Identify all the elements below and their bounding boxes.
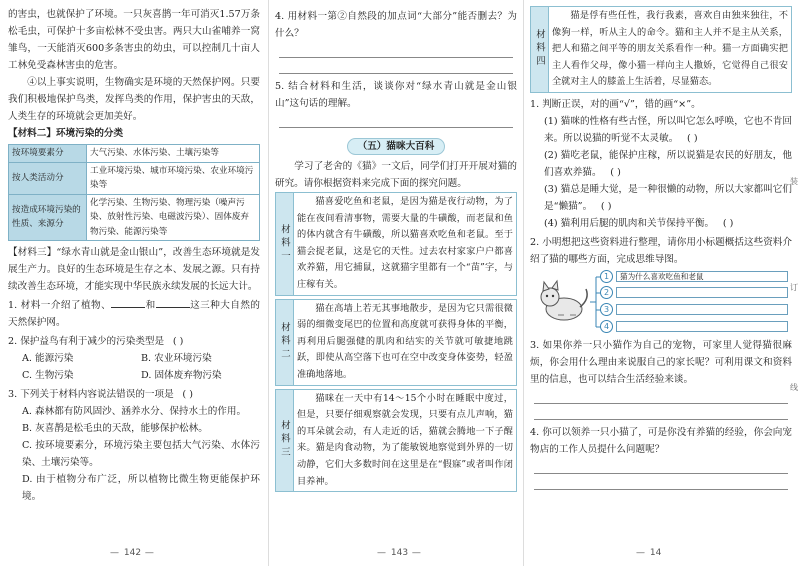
binding-mark: 订 <box>790 283 798 292</box>
table-key: 按造成环境污染的性质、来源分 <box>9 194 87 241</box>
question-4: 4. 用材料一第②自然段的加点词“大部分”能否删去？为什么？ <box>275 11 517 39</box>
q3-answer-line[interactable] <box>534 388 788 404</box>
page-number-value: 142 <box>123 548 142 558</box>
material-3-box <box>275 389 517 493</box>
q3-option-d[interactable]: D. 由于植物分布广泛，所以植物比微生物更能保护环境。 <box>22 474 260 502</box>
q2-option-c[interactable]: C. 生物污染 <box>22 370 74 381</box>
material-1-text: 猫喜爱吃鱼和老鼠，是因为猫是夜行动物，为了能在夜间看清事物，需要大量的牛磺酸，而老鼠和鱼的体内就含有牛磺酸，所以猫喜欢吃鱼和老鼠。至于猫会捉老鼠，这是它的天性。过去农村家家户户都喜欢养猫，用它捕鼠，这就猫字里都有一个“苗”字，与庄稼有关。 <box>297 196 513 290</box>
question-5: 5. 结合材料和生活，谈谈你对“绿水青山就是金山银山”这句话的理解。 <box>275 81 517 109</box>
q5-answer-line[interactable] <box>279 112 513 128</box>
table-row <box>9 162 260 194</box>
page-number-value: 143 <box>390 548 409 558</box>
question-1 <box>8 297 260 331</box>
section-intro: 学习了老舍的《猫》一文后，同学们打开开展对猫的研究。请你根据资料来完成下面的探究问题。 <box>275 161 517 189</box>
section-title <box>275 134 517 155</box>
question-4: 4. 你可以领养一只小猫了，可是你没有养猫的经验，你会向宠物店的工作人员提什么问题呢？ <box>530 426 792 455</box>
mind-node-4 <box>600 321 788 333</box>
material3-text: 【材料三】“绿水青山就是金山银山”，改善生态环境就是发展生产力。良好的生态环境是生存之本、发展之源。只有持续改善生态环境，才能实现中华民族永续发展的长远大计。 <box>8 247 260 292</box>
material-4-text: 猫是俘有些任性，我行我素，喜欢自由独来独往，不像狗一样，听从主人的命令。猫和主人并不是主从关系，把人和猫之间平等的朋友关系看作一种。猫一方面确实把主人看作父母，像小猫一样向主人撒娇，它觉得自己很安全就对主人的膝盖上生活着，尽显猫态。 <box>552 10 788 88</box>
q2-option-b[interactable]: B. 农业环境污染 <box>141 353 212 364</box>
q1-blank-1[interactable] <box>111 297 145 308</box>
q2-option-d[interactable]: D. 固体废弃物污染 <box>141 370 222 381</box>
material1-paragraph-4: ④以上事实说明，生物确实是环境的天然保护网。只要我们积极地保护鸟类，发挥鸟类的作用，保护害虫的天敌，人类生存的环境就会更加美好。 <box>8 77 260 122</box>
question-3 <box>8 386 260 403</box>
mind-node-3 <box>600 304 788 316</box>
question-1: 1. 判断正误，对的画“√”，错的画“×”。 <box>530 98 701 110</box>
page-number: — 143 — <box>377 548 422 558</box>
q4-answer-line[interactable] <box>279 58 513 74</box>
judge-item-1 <box>530 113 792 147</box>
material-1-box <box>275 192 517 296</box>
page-number-value: 14 <box>649 548 662 558</box>
q2-answer-paren[interactable]: ( ) <box>172 336 184 347</box>
material-2-text: 猫在高墙上若无其事地散步，是因为它只需很微弱的细微变尾巴的位置和高度就可获得身体的平衡，再利用后腿强健的肌肉和结实的关节就可敏捷地跳跃，即使从高空落下也可在空中改变身体姿势，轻盈准确地落地。 <box>297 302 513 380</box>
q3-option-a[interactable]: A. 森林都有防风固沙、涵养水分、保持水土的作用。 <box>22 406 247 417</box>
mind-node-number: 4 <box>600 320 613 333</box>
question-2 <box>8 333 260 350</box>
judge-paren[interactable]: ( ) <box>600 200 612 212</box>
judge-item-3 <box>530 181 792 215</box>
material-1-label: 材料一 <box>276 193 294 295</box>
pollution-table <box>8 144 260 241</box>
table-value: 大气污染、水体污染、土壤污染等 <box>87 145 260 163</box>
table-key: 按人类活动分 <box>9 162 87 194</box>
judge-item-text: (4) 猫利用后腿的肌肉和关节保持平衡。 <box>544 217 715 229</box>
table-key: 按环境要素分 <box>9 145 87 163</box>
q2-option-a[interactable]: A. 能源污染 <box>22 353 74 364</box>
judge-item-4 <box>530 215 792 232</box>
judge-item-text: (3) 猫总是睡大觉，是一种很懒的动物，所以大家都叫它们是“懒猫”。 <box>544 183 792 212</box>
material1-paragraph-cont: 的害虫，也就保护了环境。一只灰喜鹊一年可消灭1.57万条松毛虫，可保护十多亩松林不受虫害。两只大山雀哺养一窝雏鸟，一天能消灭600多条害虫的幼虫，可以控制几十亩人工林免受森林害虫的危害。 <box>8 9 260 71</box>
q3-text: 3. 下列关于材料内容说法错误的一项是 <box>8 389 174 400</box>
page-142 <box>0 0 268 566</box>
mind-node-number: 1 <box>600 270 613 283</box>
judge-item-text: (2) 猫吃老鼠，能保护庄稼，所以说猫是农民的好朋友，他们喜欢养猫。 <box>544 149 792 178</box>
mind-map <box>530 271 792 333</box>
mind-node-box[interactable] <box>616 304 788 315</box>
q2-text: 2. 保护益鸟有利于减少的污染类型是 <box>8 336 165 347</box>
judge-paren[interactable]: ( ) <box>722 217 734 229</box>
material-2-label: 材料二 <box>276 300 294 385</box>
q4-answer-line[interactable] <box>279 42 513 58</box>
page-143 <box>268 0 523 566</box>
q4-answer-line[interactable] <box>534 458 788 474</box>
mind-node-number: 3 <box>600 303 613 316</box>
cat-illustration-icon <box>534 277 592 325</box>
material-3-text: 猫咪在一天中有14～15个小时在睡眠中度过，但是，只要仔细观察就会发现，只要有点儿声响，猫的耳朵就会动，有人走近的话，猫就会腾地一下子醒来。猫是肉食动物，为了能敏锐地察觉到外界的一切动静，它们大多数时间在这里是在“假寐”或者叫作闭目养神。 <box>297 392 513 487</box>
mind-node-number: 2 <box>600 286 613 299</box>
q3-option-c[interactable]: C. 按环境要素分，环境污染主要包括大气污染、水体污染、土壤污染等。 <box>22 440 260 468</box>
material2-heading: 【材料二】环境污染的分类 <box>8 128 124 139</box>
material-3-label: 材料三 <box>276 390 294 492</box>
question-3: 3. 如果你养一只小猫作为自己的宠物，可家里人觉得猫很麻烦，你会用什么理由来说服自己的家长呢？可利用课文和资料里的信息，也可以结合生活经验来谈。 <box>530 339 792 385</box>
material-2-box <box>275 299 517 386</box>
q3-option-b[interactable]: B. 灰喜鹊是松毛虫的天敌，能够保护松林。 <box>22 423 208 434</box>
binding-mark: 线 <box>790 383 798 392</box>
binding-mark: 装 <box>790 177 798 186</box>
table-value: 化学污染、生物污染、物理污染（噪声污染、放射性污染、电磁波污染）、固体废弃物污染、能源污染等 <box>87 194 260 241</box>
mind-node-box[interactable] <box>616 287 788 298</box>
q3-answer-paren[interactable]: ( ) <box>182 389 193 400</box>
table-row <box>9 194 260 241</box>
page-144 <box>523 0 800 566</box>
mind-node-box[interactable]: 猫为什么喜欢吃鱼和老鼠 <box>616 271 788 282</box>
q3-answer-line[interactable] <box>534 404 788 420</box>
q1-text-a: 1. 材料一介绍了植物、 <box>8 300 112 311</box>
table-row <box>9 145 260 163</box>
judge-item-text: (1) 猫咪的性格有些古怪，所以叫它怎么呼唤，它也不肯回来。所以说猫的听觉不太灵敏。 <box>544 115 792 144</box>
q2-options <box>8 350 260 384</box>
q4-answer-line[interactable] <box>534 474 788 490</box>
material-4-label: 材料四 <box>531 7 549 92</box>
question-2: 2. 小明想把这些资料进行整理，请你用小标题概括这些资料介绍了猫的哪些方面，完成思维导图。 <box>530 236 792 265</box>
judge-paren[interactable]: ( ) <box>687 132 698 144</box>
page-number: — 14 <box>636 548 662 558</box>
judge-item-2 <box>530 147 792 181</box>
q1-text-b: 和 <box>145 300 156 311</box>
q1-text-c: 这三种大自然的天然保护网。 <box>8 300 261 328</box>
table-value: 工业环境污染、城市环境污染、农业环境污染等 <box>87 162 260 194</box>
judge-paren[interactable]: ( ) <box>610 166 621 178</box>
q1-blank-2[interactable] <box>156 297 190 308</box>
mind-node-1 <box>600 271 788 283</box>
mind-node-2 <box>600 287 788 299</box>
section-title-text: （五）猫咪大百科 <box>347 138 446 155</box>
material-4-box <box>530 6 792 93</box>
mind-node-box[interactable] <box>616 321 788 332</box>
page-number: — 142 — <box>110 548 155 558</box>
